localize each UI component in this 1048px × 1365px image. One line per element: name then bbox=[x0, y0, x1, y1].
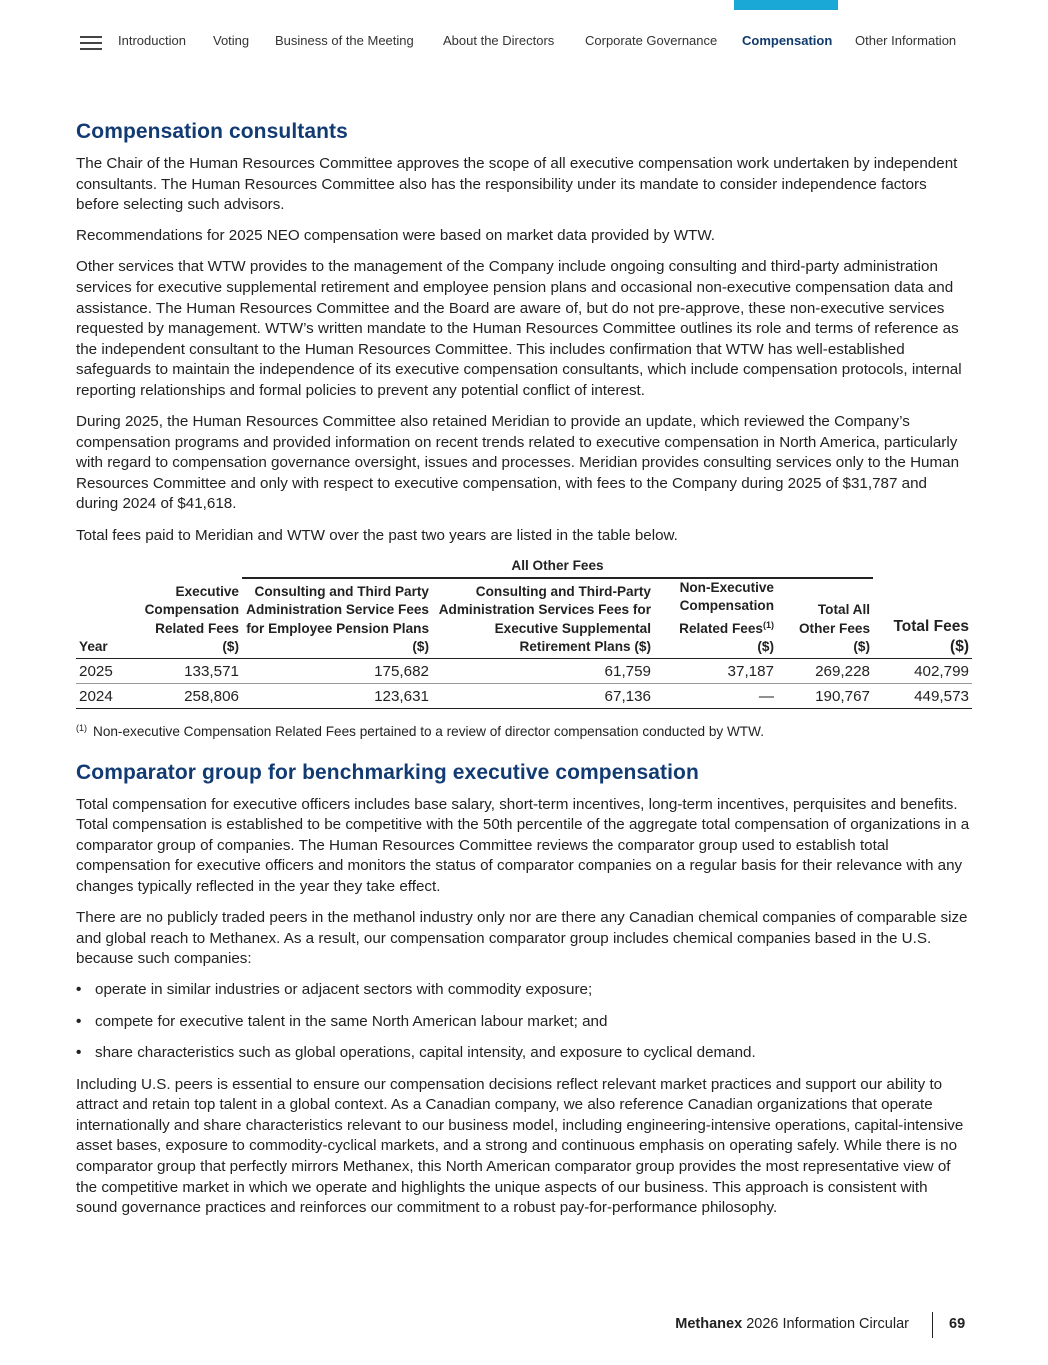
col-header-total-other: Total All Other Fees ($) bbox=[777, 578, 873, 658]
table-footnote bbox=[76, 723, 972, 739]
footer-doc: 2026 Information Circular bbox=[746, 1316, 909, 1332]
col-header-nonexec-label: Non-Executive Compensation Related Fees bbox=[679, 580, 774, 636]
paragraph: There are no publicly traded peers in the methanol industry only nor are there any Canadian chemical companies of comparable size and global reach to Methanex. As a result, our compensation comparator group includes chemical companies based in the U.S. because such companies: bbox=[76, 909, 968, 968]
cell-total: 402,799 bbox=[873, 658, 972, 683]
list-item: • share characteristics such as global operations, capital intensity, and exposure to cyclical demand. bbox=[76, 1043, 972, 1064]
list-item: • compete for executive talent in the same North American labour market; and bbox=[76, 1012, 972, 1033]
paragraph: Recommendations for 2025 NEO compensation were based on market data provided by WTW. bbox=[76, 227, 716, 245]
cell-nonexec: — bbox=[654, 683, 777, 708]
table-row bbox=[76, 683, 972, 708]
cell-consulting-pension: 123,631 bbox=[242, 683, 432, 708]
footer-title bbox=[675, 1316, 909, 1332]
cell-consulting-exec: 67,136 bbox=[432, 683, 654, 708]
cell-consulting-exec: 61,759 bbox=[432, 658, 654, 683]
cell-exec: 133,571 bbox=[134, 658, 242, 683]
nav-voting[interactable]: Voting bbox=[213, 33, 250, 48]
col-header-exec-fees: Executive Compensation Related Fees ($) bbox=[134, 578, 242, 658]
list-item: • operate in similar industries or adjacent sectors with commodity exposure; bbox=[76, 980, 972, 1001]
footnote-marker: (1) bbox=[76, 722, 87, 733]
paragraph: Including U.S. peers is essential to ensure our compensation decisions reflect relevant market practices and support our ability to attract and retain top talent in a global context. As a Canadian company, we also reference Canadian organizations that operate internationally and share characteristics relevant to our business model, including engineering-intensive operations, capital-intensive asset bases, exposure to commodity-cyclical markets, and a strong and continuous emphasis on operating safely. While there is no comparator group that perfectly mirrors Methanex, this North American comparator group provides the most representative view of the competitive market in which we operate and highlights the unique aspects of our business. This approach is consistent with sound governance practices and reinforces our commitment to a robust pay-for-performance philosophy. bbox=[76, 1075, 964, 1217]
col-header-nonexec-unit: ($) bbox=[757, 639, 774, 655]
section-heading-comparator-group: Comparator group for benchmarking executive compensation bbox=[76, 760, 699, 784]
nav-compensation[interactable]: Compensation bbox=[742, 33, 833, 48]
cell-year: 2025 bbox=[76, 658, 134, 683]
top-navigation bbox=[0, 0, 1048, 80]
cell-total-other: 190,767 bbox=[777, 683, 873, 708]
paragraph: The Chair of the Human Resources Committee approves the scope of all executive compensation work undertaken by independent consultants. The Human Resources Committee also has the responsibility under its mandate to consider independence factors before selecting such advisors. bbox=[76, 155, 958, 214]
hamburger-menu-icon[interactable] bbox=[80, 36, 102, 50]
table-row bbox=[76, 658, 972, 683]
paragraph: During 2025, the Human Resources Committee also retained Meridian to provide an update, which reviewed the Company’s compensation programs and provided information on recent trends related to executive compensation in North America, particularly with regard to compensation governance oversight, issues and processes. Meridian provides consulting services only to the Human Resources Committee and only with respect to executive compensation, with fees to the Company during 2025 of $31,787 and during 2024 of $41,618. bbox=[76, 413, 960, 513]
footnote-text: Non-executive Compensation Related Fees pertained to a review of director compensation conducted by WTW. bbox=[93, 723, 764, 739]
nav-business-of-meeting[interactable]: Business of the Meeting bbox=[275, 33, 414, 48]
cell-consulting-pension: 175,682 bbox=[242, 658, 432, 683]
cell-total-other: 269,228 bbox=[777, 658, 873, 683]
page-number: 69 bbox=[949, 1316, 966, 1332]
footnote-ref: (1) bbox=[763, 619, 774, 630]
nav-other-information[interactable]: Other Information bbox=[855, 33, 957, 48]
bullet-list bbox=[76, 980, 972, 1063]
table-group-header: All Other Fees bbox=[242, 557, 873, 578]
nav-corporate-governance[interactable]: Corporate Governance bbox=[585, 33, 718, 48]
col-header-year: Year bbox=[76, 578, 134, 658]
paragraph: Total compensation for executive officers includes base salary, short-term incentives, long-term incentives, perquisites and benefits. Total compensation is established to be competitive with the 50th percentile of the aggregate total compensation of organizations in a comparator group of companies. The Human Resources Committee reviews the comparator group used to establish total compensation for executive officers and monitors the status of comparator companies on a regular basis for their relevance with any changes typically reflected in the year they take effect. bbox=[76, 795, 970, 895]
page-footer bbox=[0, 1314, 1048, 1342]
col-header-nonexec-fees bbox=[654, 578, 777, 658]
nav-introduction[interactable]: Introduction bbox=[118, 33, 186, 48]
paragraph: Total fees paid to Meridian and WTW over the past two years are listed in the table below. bbox=[76, 526, 678, 544]
footer-divider bbox=[932, 1312, 933, 1338]
main-content bbox=[76, 120, 972, 1229]
col-header-consulting-exec: Consulting and Third-Party Administration Services Fees for Executive Supplemental Retirement Plans ($) bbox=[432, 578, 654, 658]
active-tab-indicator bbox=[734, 0, 838, 10]
nav-about-directors[interactable]: About the Directors bbox=[443, 33, 555, 48]
cell-nonexec: 37,187 bbox=[654, 658, 777, 683]
paragraph: Other services that WTW provides to the management of the Company include ongoing consulting and third-party administration services for executive supplemental retirement and employee pension plans and occasional non-executive compensation data and assistance. The Human Resources Committee and the Board are aware of, but do not pre-approve, these non-executive services requested by management. WTW’s written mandate to the Human Resources Committee outlines its role and terms of reference as the independent consultant to the Human Resources Committee. This includes confirmation that WTW has well-established safeguards to maintain the independence of its executive compensation consultants, which include compensation protocols, internal reporting relationships and formal policies to prevent any potential conflict of interest. bbox=[76, 258, 962, 399]
cell-exec: 258,806 bbox=[134, 683, 242, 708]
col-header-total-fees: Total Fees ($) bbox=[873, 578, 972, 658]
footer-company: Methanex bbox=[675, 1316, 743, 1332]
col-header-consulting-pension: Consulting and Third Party Administration Service Fees for Employee Pension Plans ($) bbox=[242, 578, 432, 658]
fees-table bbox=[76, 557, 972, 709]
cell-total: 449,573 bbox=[873, 683, 972, 708]
cell-year: 2024 bbox=[76, 683, 134, 708]
section-heading-compensation-consultants: Compensation consultants bbox=[76, 120, 348, 143]
